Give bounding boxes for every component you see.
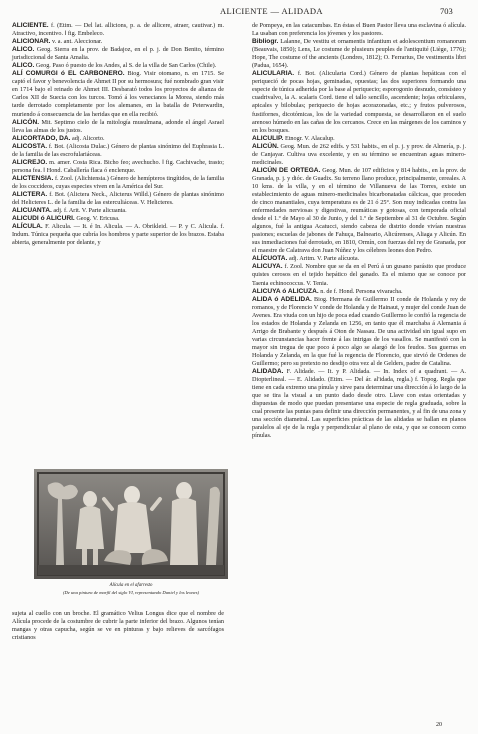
dictionary-entry	[252, 263, 466, 287]
entry-text: Mit. Septimo cielo de la mitología musulmana, adonde el ángel Asrael lleva las almas de los justos.	[12, 118, 224, 134]
entry-text: F. Alicula. — It. é In. Alicula. — A. Obrikleid. — P. y C. Alicula. f. Indum. Túnica pequeña que cubría los hombros y parte superior de los brazos. Estaba abierta, generalmente por delante, y	[12, 223, 224, 247]
dictionary-entry	[12, 135, 224, 143]
entry-text: Geog. Paso ó puesto de los Andes, al S. de la villa de San Carlos (Chile).	[34, 62, 217, 70]
entry-headword: ALICÚN DE ORTEGA.	[252, 166, 321, 174]
dictionary-entry	[252, 296, 466, 368]
entry-text: Biog. Hermana de Guillermo II conde de Holanda y rey de romanos, y de Florencio V conde de Holanda y de Hainaut, y mujer del conde Juan de Avenes. Era viuda con un hijo de poca edad cuando Guillermo le confió la regencia de los estados de Holanda y Zelanda en 1256, en tanto que él marchaba á Alemania á Arrigo de Brabante y después á Oton de Nassau. De una actividad sin igual supo en varias circunstancias hacer frente á las intrigas de los vasallos. Se manifestó con la mayor sin tregua de que poco á poco algo se alargó de los feudos. Sus guerras en Holanda y Zelanda, en la que fué la regencia de Florencio, que sirvió de Ordenes de Guillermo; pero su pretexto no desdijo otra vez al de Gelders, padre de Catalina.	[252, 295, 467, 367]
entry-headword: ALICUDI ó ALICURI.	[12, 215, 75, 223]
page-number: 703	[440, 6, 453, 16]
entry-text: Geog. V. Ericusa.	[74, 215, 120, 223]
entry-text: Biog. Visir otomano, n. en 1715. Se captó el favor y benevolencia de Ahmet II por su hermosura; fué nombrado gran visir en 1714 bajo el reinado de Ahmet III. Desbarató todos los proyectos de alianza de Carlos XII de Suecia con los turcos. Tomó á los venecianos la Morea, siendo más tarde derrotado completamente por los alemanes, en la batalla de Peterwardin, muriendo á consecuencia de las heridas que en ella recibió.	[12, 70, 224, 118]
illustration-figure	[34, 469, 228, 619]
entry-text: m. amer. Costa Rica. Bicho feo; avechucho. ‖ fig. Cachivache, trasto; persona fea. ‖ Hond. Caballería flaca ó enclenque.	[12, 158, 224, 174]
entry-text: f. Zool. (Alichtensia.) Género de hemípteros tingítidos, de la familia de los coccideos, cuyas especies viven en la América del Sur.	[12, 174, 224, 190]
entry-text: sujeta al cuello con un broche. El gramático Velius Longus dice que el nombre de Alícula procede de la costumbre de cubrir la parte inferior del brazo. Algunos tenían mangas y otras capucha, según se ve en pinturas y bajo relieves de sarcófagos cristianos	[12, 610, 224, 642]
entry-text: adj. Alicorto.	[70, 134, 105, 142]
left-column-continued	[12, 610, 224, 642]
entry-text: f. Zool. Nombre que se da en el Perú á un gusano parásito que produce quistes cerosos en el tejido hepático del ganado. Es el mismo que se conoce por Taenia echinococcus. V. Tenia.	[252, 263, 466, 287]
dictionary-entry	[252, 143, 466, 167]
entry-text: n. de f. Hond. Persona vivaracha.	[318, 287, 403, 295]
entry-headword: ALÍCUOTA.	[252, 255, 288, 263]
entry-text: v. a. ant. Aleccionar.	[50, 38, 103, 46]
entry-headword: ALICO.	[12, 62, 35, 70]
dictionary-entry	[12, 119, 224, 135]
dictionary-entry	[252, 167, 466, 256]
dictionary-entry	[12, 207, 224, 215]
entry-text: f. Bot. (Alicularia Cord.) Género de plantas hepáticas con el periqueció de pocas hojas, geminadas, opuestas; las dos superiores formando una especie de túnica adherida por la base al periquecio; esporogonio desnudo, consísteo y cuadrivalvo, la A. scalaris Cord. tiene el tallo sencillo, ascendente; hojas orbiculares, apicales y bilobulas; periquecio de hojas acorazonadas, etc.; y frutos pulverosos, fustifornes, dicotómicas, los de la variedad compuesta, se desarrollaron en el suelo arenoso húmedo en las cañas de los cercanos. Crece en las márgenes de los caminos y en los bosques.	[252, 70, 466, 134]
figure-caption-title: Alícula en el afarresto	[109, 583, 153, 588]
dictionary-entry	[12, 223, 224, 247]
entry-text: Geog. Mun. de 262 edifs. y 531 habits., en el p. j. y prov. de Almería, p. j. de Canjayar. Cultiva uva excelente, y en su término se encuentran aguas minero-medicinales.	[252, 142, 466, 166]
dictionary-entry	[12, 191, 224, 207]
dictionary-entry	[252, 22, 466, 38]
dictionary-entry	[252, 135, 466, 143]
entry-headword: ALICUYA.	[252, 263, 283, 271]
entry-headword: ALÍ COMURGI ó EL CARBONERO.	[12, 70, 125, 78]
entry-text: adj. Aritm. V. Parte alícuota.	[287, 255, 360, 263]
ivory-relief-image	[34, 469, 228, 579]
dictionary-entry	[12, 70, 224, 118]
entry-headword: ALIDADA.	[252, 368, 284, 376]
entry-headword: ALICREJO.	[12, 158, 48, 166]
entry-text: Lalanne, De vestitu et ornamentis infantium et adolescentium romanorum (Beauvais, 1850); Lens, Le costume de plusieurs peuples de l'antiquité (Liège, 1776); Hope, The costume of the ancients (Londres, 1812); O. Ferrarius, De vestimentis libri (Padua, 1654).	[252, 38, 466, 70]
entry-headword: ALICIONAR.	[12, 38, 51, 46]
dictionary-entry	[252, 255, 466, 263]
dictionary-entry	[12, 38, 224, 46]
entry-headword: ALICORTADO, DA.	[12, 134, 71, 142]
entry-headword: ALICUYA ó ALICUZA.	[252, 287, 319, 295]
entry-headword: ALÍCULA.	[12, 223, 43, 231]
entry-headword: ALICTERA.	[12, 190, 48, 198]
dictionary-entry	[12, 215, 224, 223]
entry-headword: ALICULIP.	[252, 134, 284, 142]
entry-text: de Pompeya, en las catacumbas. En éstas el Buen Pastor lleva una esclavina ó alícula. La usaban con preferencia los jóvenes y los pastores.	[252, 22, 466, 38]
entry-headword: ALICULARIA.	[252, 70, 295, 78]
entry-headword: ALICUANTA.	[12, 207, 52, 215]
figure-caption-text: (De una pintura de marfil del siglo VI, representando Daniel y los leones)	[62, 590, 200, 595]
dictionary-entry	[252, 38, 466, 70]
entry-text: Geog. Sierra en la prov. de Badajoz, en el p. j. de Don Benito, término jurisdiccional de Santa Amalia.	[12, 46, 224, 62]
entry-headword: ALICÓN.	[12, 118, 40, 126]
dictionary-entry	[12, 143, 224, 159]
entry-text: adj. f. Arit. V. Parte alicuanta.	[51, 207, 127, 215]
entry-text: f. (Etim. — Del lat. allicions, p. a. de allicere, atraer, cautivar.) m. Atractivo, incentivo. ‖ fig. Embeleco.	[12, 22, 224, 38]
entry-headword: ALICIENTE.	[12, 22, 49, 29]
printer-signature: 20	[436, 722, 442, 728]
dictionary-entry	[12, 22, 224, 38]
dictionary-entry	[12, 610, 224, 642]
running-header	[0, 6, 478, 20]
dictionary-entry	[252, 368, 466, 440]
running-title: ALICIENTE — ALIDADA	[220, 6, 323, 16]
dictionary-entry	[12, 159, 224, 175]
entry-text: Etnogr. V. Alacalup.	[283, 134, 335, 142]
entry-text: F. Alidade. — It. y P. Alidada. — In. Index of a quadrant. — A. Diopterlineal. — E. Alidado. (Etim. — Del ár. al'idada, regla.) f. Topog. Regla que tiene en cada extremo una pínula y sirve para determinar una dirección á lo largo de la que se tira la visual a un punto dado desde otro. Llave con estas orientadas y dispuestas de modo que puedan presentarse una especie de regla graduada, sobre la cual presente las puntas para definir una dirección permanentes, y al fin de una zona y una sección diametral. Las superficies prácticas de las alidadas se hallan en planos paralelos al eje de la regla y perpendicular al plano de esta, y que se conocen como pínulas.	[252, 368, 466, 440]
entry-headword: ALIDA ó ADELIDA.	[252, 295, 312, 303]
dictionary-entry	[12, 46, 224, 62]
dictionary-entry	[12, 175, 224, 191]
entry-headword: ALICOSTA.	[12, 142, 48, 150]
right-column	[252, 22, 466, 440]
dictionary-entry	[252, 288, 466, 296]
entry-headword: Bibliogr.	[252, 38, 279, 46]
entry-headword: ALICO.	[12, 46, 35, 54]
entry-text: f. Bot. (Alicosta Dulac.) Género de plantas sinónimo del Euphrasia L. de la familia de las escrofulariáceas.	[12, 142, 224, 158]
relief-picture	[34, 469, 228, 579]
dictionary-entry	[252, 70, 466, 134]
entry-headword: ALICTENSIA.	[12, 174, 54, 182]
entry-headword: ALICÚN.	[252, 142, 279, 150]
entry-text: f. Bot. (Alictera Neck., Alicterus Willd.) Género de plantas sinónimo del Helicteres L. de la familia de las esterculiáceas. V. Helicteres.	[12, 190, 224, 207]
left-column	[12, 22, 224, 247]
entry-text: Geog. Mun. de 107 edificios y 814 habits., en la prov. de Granada, p. j. y dióc. de Guadix. Su terreno llano produce, principalmente, cereales. A 10 kms. de la villa, y en el término de Villanueva de las Torres, existe un establecimiento de aguas minero-medicinales bicarbonatadas cálcicas, que proceden de cinco manantiales, cuya temperatura es de 21 ó 25°. Son muy indicadas contra las enfermedades nerviosas y digestivas, reumáticas y gotosas, con temporada oficial desde el 1.º de Mayo al 30 de Junio, y del 1.º de Septiembre al 31 de Octubre. Según algunos, fué la antigua Acatucci, siendo cabeza de distrito donde vivían nuestras pasiones; escuelas de jabones de Fahuça, Balneario, Alicúrenses, Aliaga y Alicún. En sus inmediaciones fué derrotado, en 1810, Ormín, con fuerzas del rey de Granada, por el maestre de Calatrava don Juan Núñez y los célebres leones don Pedro.	[252, 166, 466, 255]
